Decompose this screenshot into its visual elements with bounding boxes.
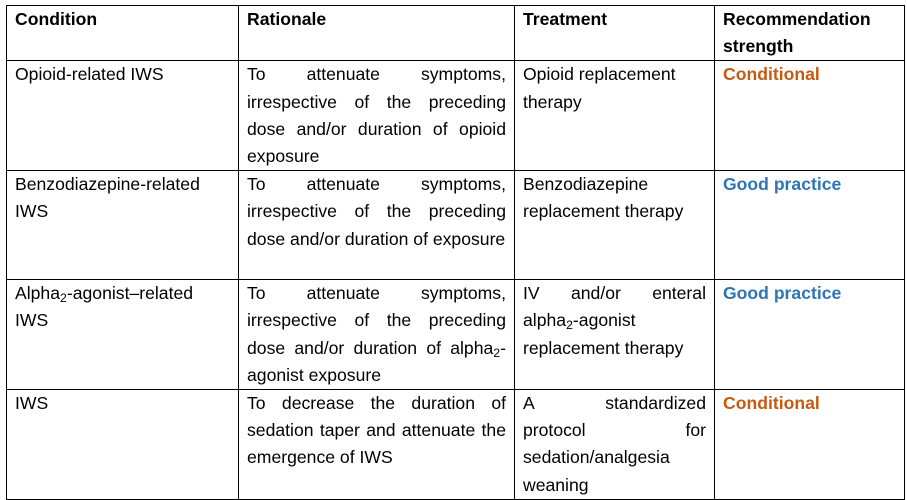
rationale-cell: To attenuate symptoms, irrespective of the preceding dose and/or duration of opioid exposure (239, 61, 515, 171)
header-treatment: Treatment (515, 6, 715, 61)
condition-cell: Benzodiazepine-related IWS (7, 171, 239, 280)
table-row (7, 390, 905, 500)
treatment-cell: IV and/or enteral alpha$_2$-agonist replacement therapy (515, 280, 715, 390)
header-condition: Condition (7, 6, 239, 61)
recommendations-table (6, 5, 905, 500)
rationale-cell: To attenuate symptoms, irrespective of the preceding dose and/or duration of exposure (239, 171, 515, 280)
strength-cell: Good practice (715, 280, 905, 390)
table-row (7, 280, 905, 390)
treatment-cell: A standardized protocol for sedation/analgesia weaning (515, 390, 715, 500)
treatment-cell: Benzodiazepine replacement therapy (515, 171, 715, 280)
treatment-cell: Opioid replacement therapy (515, 61, 715, 171)
rationale-cell: To decrease the duration of sedation taper and attenuate the emergence of IWS (239, 390, 515, 500)
condition-cell: Alpha$_2$-agonist–related IWS (7, 280, 239, 390)
header-recommendation-strength: Recommendation strength (715, 6, 905, 61)
strength-cell: Conditional (715, 390, 905, 500)
rationale-cell: To attenuate symptoms, irrespective of the preceding dose and/or duration of alpha$_2$-agonist exposure (239, 280, 515, 390)
table-row (7, 171, 905, 280)
condition-cell: IWS (7, 390, 239, 500)
header-row (7, 6, 905, 61)
table-row (7, 61, 905, 171)
header-rationale: Rationale (239, 6, 515, 61)
strength-cell: Good practice (715, 171, 905, 280)
condition-cell: Opioid-related IWS (7, 61, 239, 171)
strength-cell: Conditional (715, 61, 905, 171)
